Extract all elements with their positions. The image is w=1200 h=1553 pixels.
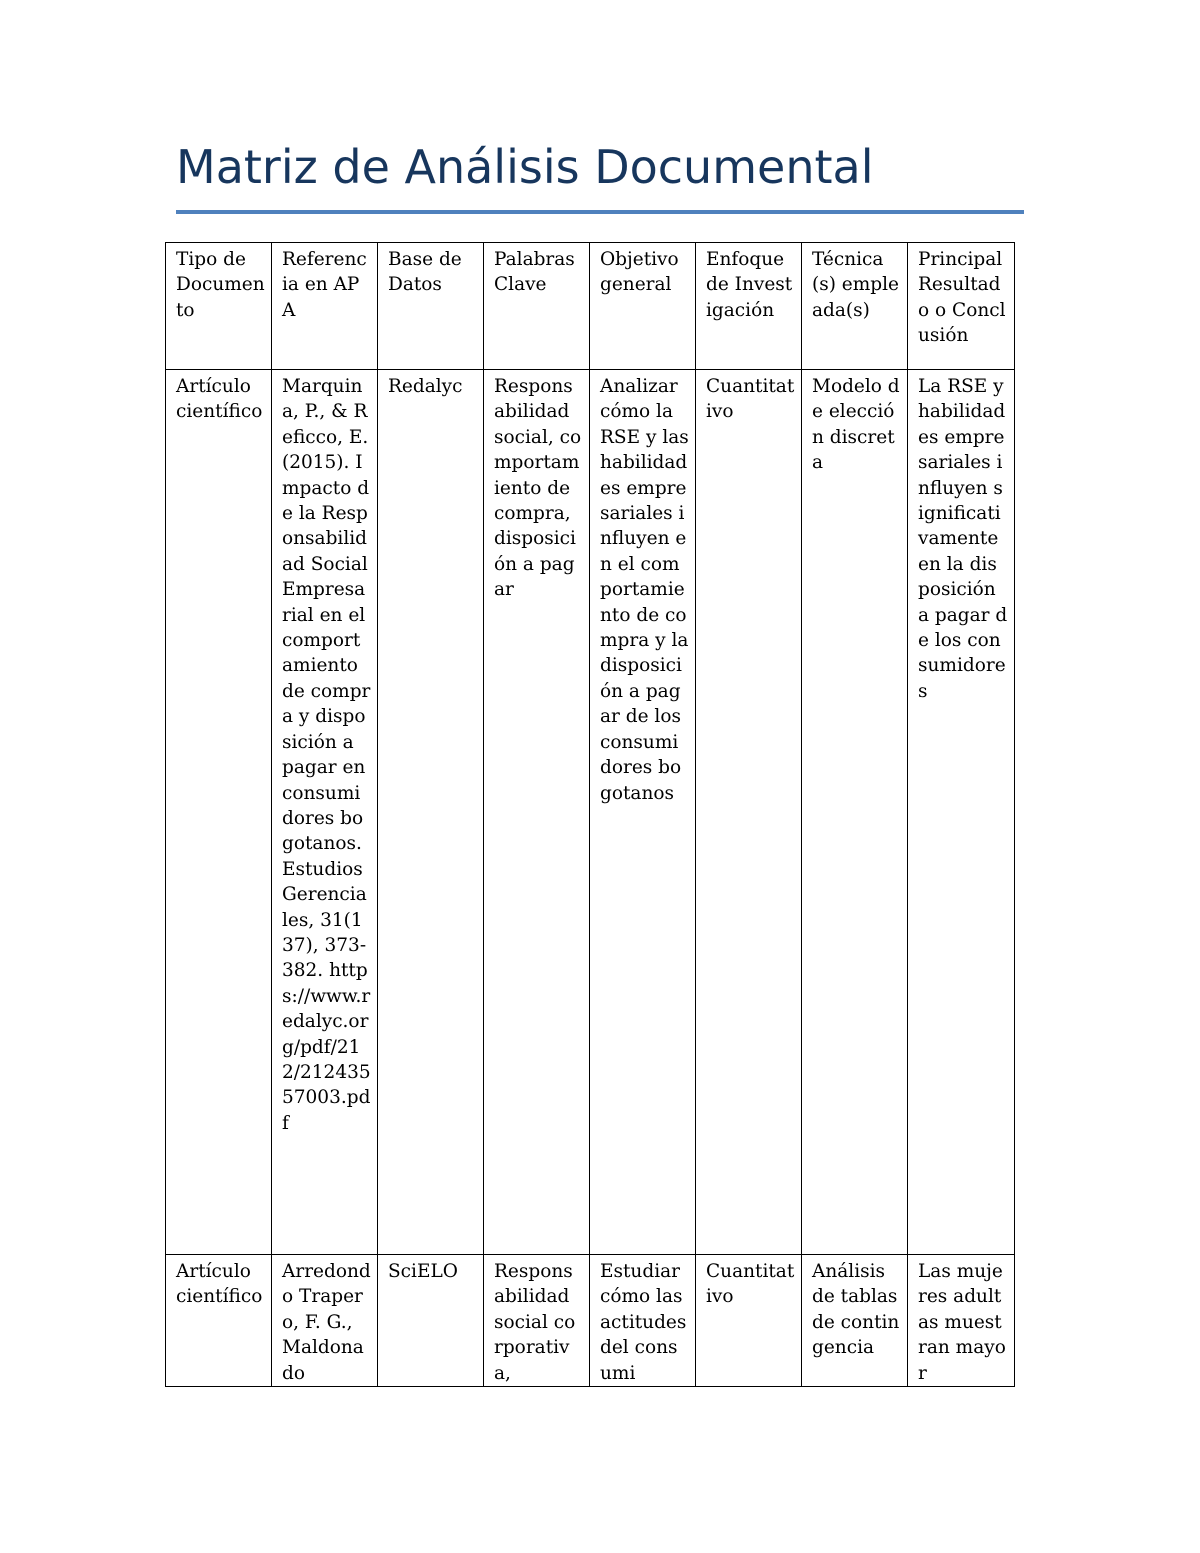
header-cell-objetivo-general: Objetivo general <box>590 243 696 370</box>
table-row <box>166 370 1015 1255</box>
table-cell: Arredondo Trapero, F. G., Maldonado <box>272 1255 378 1387</box>
header-cell-palabras-clave: Palabras Clave <box>484 243 590 370</box>
header-cell-enfoque-investigacion: Enfoque de Investigación <box>696 243 802 370</box>
title-underline <box>176 210 1024 214</box>
table-cell: Modelo de elección discreta <box>802 370 908 1255</box>
table-cell: SciELO <box>378 1255 484 1387</box>
table-cell: Responsabilidad social, comportamiento de compra, disposición a pagar <box>484 370 590 1255</box>
header-cell-tecnicas: Técnica(s) empleada(s) <box>802 243 908 370</box>
table-row <box>166 1255 1015 1387</box>
table-cell: Las mujeres adultas muestran mayor <box>908 1255 1015 1387</box>
table-cell: Redalyc <box>378 370 484 1255</box>
header-cell-tipo-documento: Tipo de Documento <box>166 243 272 370</box>
header-cell-referencia-apa: Referencia en APA <box>272 243 378 370</box>
header-cell-resultado: Principal Resultado o Conclusión <box>908 243 1015 370</box>
header-cell-base-datos: Base de Datos <box>378 243 484 370</box>
table-cell: Cuantitativo <box>696 1255 802 1387</box>
table-cell: Análisis de tablas de contingencia <box>802 1255 908 1387</box>
table-cell: Cuantitativo <box>696 370 802 1255</box>
table-cell: Estudiar cómo las actitudes del consumi <box>590 1255 696 1387</box>
page-title: Matriz de Análisis Documental <box>176 140 874 194</box>
table-header-row <box>166 243 1015 370</box>
analysis-matrix-table <box>165 242 1015 1387</box>
table-cell: Artículo científico <box>166 370 272 1255</box>
table-cell: Analizar cómo la RSE y las habilidades empresariales influyen en el comportamiento de compra y la disposición a pagar de los consumidores bogotanos <box>590 370 696 1255</box>
table-cell: Artículo científico <box>166 1255 272 1387</box>
table-cell: La RSE y habilidades empresariales influyen significativamente en la disposición a pagar de los consumidores <box>908 370 1015 1255</box>
table-cell: Marquina, P., & Reficco, E. (2015). Impacto de la Responsabilidad Social Empresarial en el comportamiento de compra y disposición a pagar en consumidores bogotanos. Estudios Gerenciales, 31(137), 373-382. https://www.redalyc.org/pdf/212/21243557003.pdf <box>272 370 378 1255</box>
table-cell: Responsabilidad social corporativa, <box>484 1255 590 1387</box>
